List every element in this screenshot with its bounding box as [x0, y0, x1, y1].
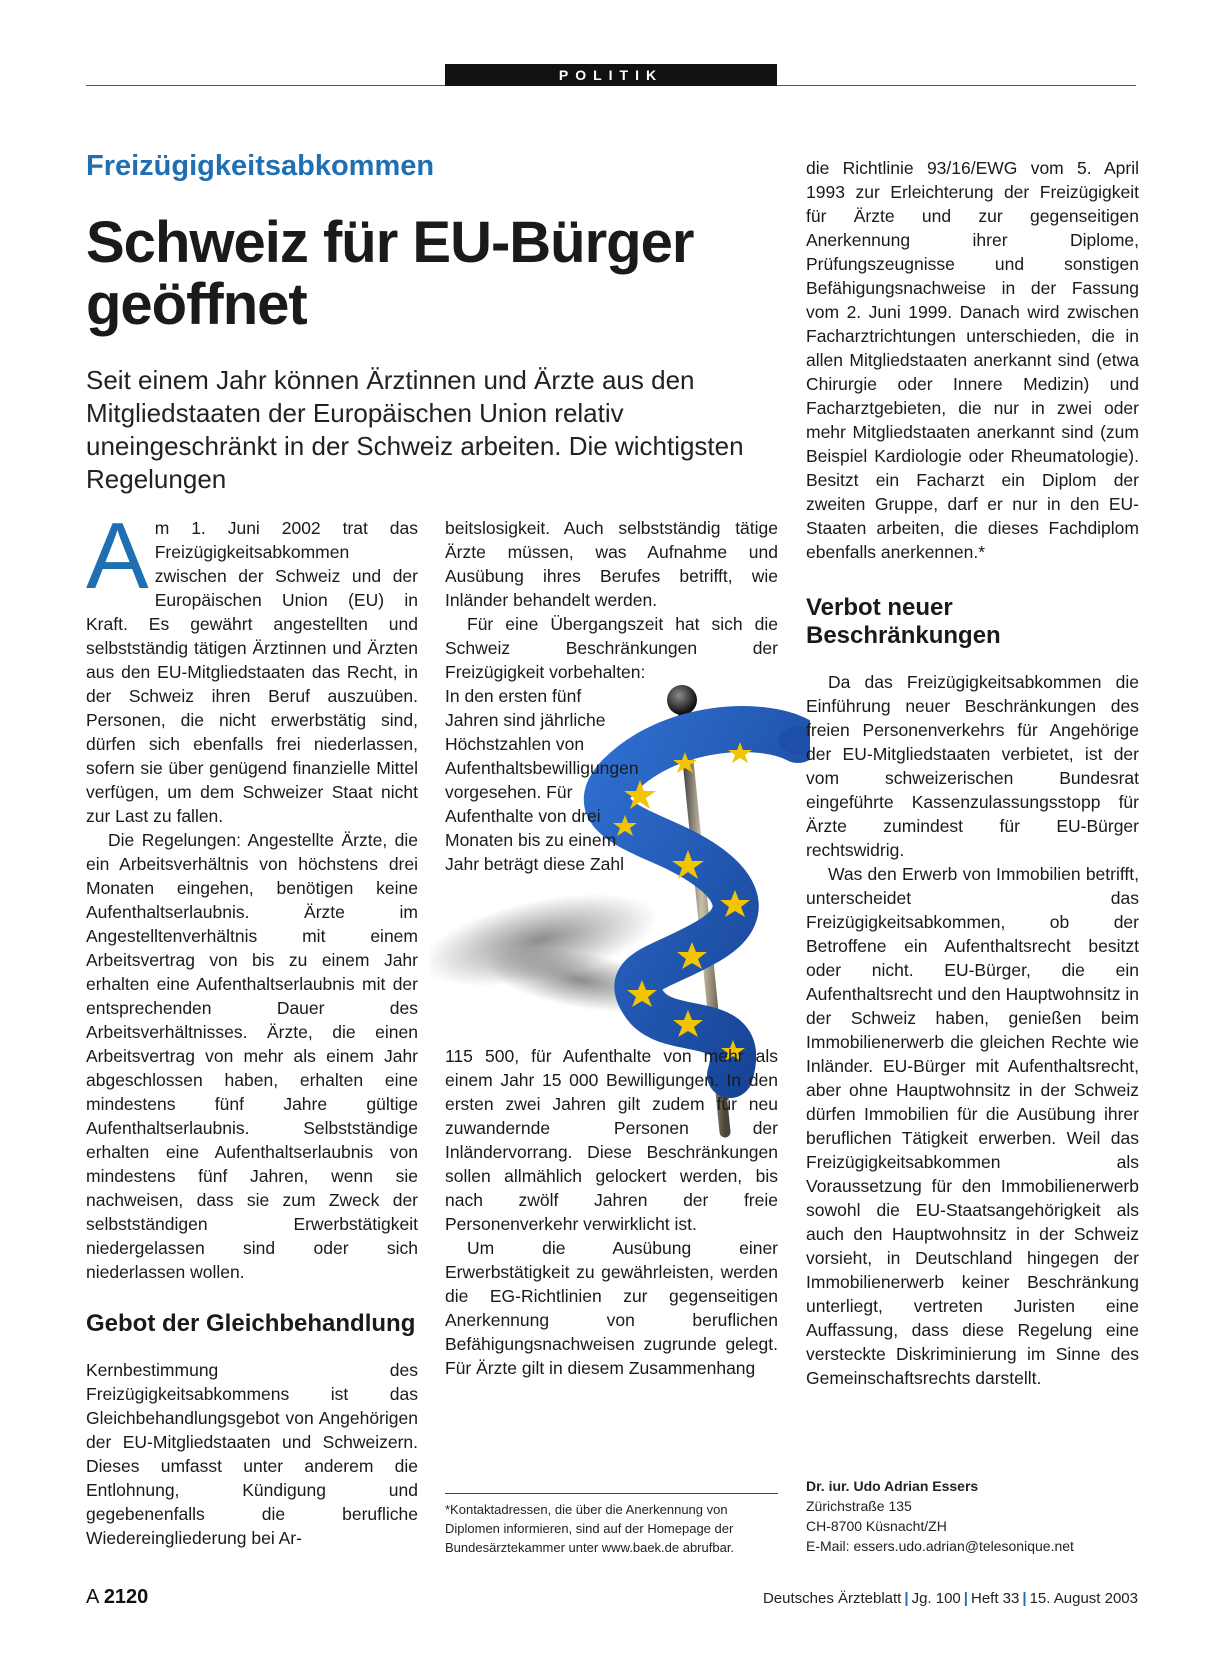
footnote: *Kontaktadressen, die über die Anerkennung von Diplomen informieren, sind auf der Homepage der Bundesärztekammer unter www.baek.de abrufbar. [445, 1502, 735, 1555]
author-street: Zürichstraße 135 [806, 1498, 912, 1514]
paragraph: In den ersten fünf Jahren sind jährliche Höchstzahlen von Aufenthaltsbewilligungen vorgesehen. Für Aufenthalte von drei Monaten bis zu einem Jahr beträgt diese Zahl [445, 686, 639, 874]
author-name: Dr. iur. Udo Adrian Essers [806, 1478, 979, 1494]
author-block [806, 1476, 1139, 1556]
paragraph: Was den Erwerb von Immobilien betrifft, unterscheidet das Freizügigkeitsabkommen, ob der Betroffene ein Aufenthaltsrecht besitzt oder nicht. EU-Bürger, die ein Aufenthaltsrecht und den Hauptwohnsitz in der Schweiz haben, genießen beim Immobilienerwerb die gleichen Rechte wie Inländer. EU-Bürger mit Aufenthaltsrecht, aber ohne Hauptwohnsitz in der Schweiz dürfen Immobilien für die Ausübung ihrer beruflichen Tätigkeit erwerben. Weil das Freizügigkeitsabkommen als Voraussetzung für den Immobilienerwerb sowohl die EU-Staatsangehörigkeit als auch den Hauptwohnsitz in der Schweiz vorsieht, in Deutschland hingegen der Immobilienerwerb keiner Beschränkung unterliegt, vertreten Juristen eine Auffassung, dass diese Regelung eine versteckte Diskriminierung im Sinne des Gemeinschaftsrechts darstellt. [806, 864, 1139, 1388]
page-number: A 2120 [86, 1586, 149, 1608]
column-2 [445, 516, 778, 1380]
drop-cap: A [86, 503, 149, 608]
journal-issue: Heft 33 [970, 1590, 1020, 1607]
journal-date: 15. August 2003 [1029, 1590, 1138, 1607]
paragraph: Die Regelungen: Angestellte Ärzte, die ein Arbeitsverhältnis von höchstens drei Monaten eingehen, benötigen keine Aufenthaltserlaubnis. Ärzte im Angestelltenverhältnis mit einem Arbeitsvertrag von bis zu einem Jahr erhalten eine Aufenthaltserlaubnis mit der entsprechenden Dauer des Arbeitsverhältnisses. Ärzte, die einen Arbeitsvertrag von mehr als einem Jahr abgeschlossen haben, erhalten eine mindestens fünf Jahre gültige Aufenthaltserlaubnis. Selbstständige erhalten eine Aufenthaltserlaubnis von mindestens fünf Jahren, wenn sie nachweisen, dass sie zum Zweck der selbstständigen Erwerbstätigkeit niedergelassen sind oder sich niederlassen wollen. [86, 830, 418, 1282]
paragraph: Am 1. Juni 2002 trat das Freizügigkeitsabkommen zwischen der Schweiz und der Europäischen Union (EU) in Kraft. Es gewährt angestellten und selbstständig tätigen Ärztinnen und Ärzten aus den EU-Mitgliedstaaten das Recht, in der Schweiz ihren Beruf auszuüben. Personen, die nicht erwerbstätig sind, dürfen sich ebenfalls frei niederlassen, sofern sie über genügend finanzielle Mittel verfügen, um dem Schweizer Staat nicht zur Last zu fallen. [86, 503, 418, 826]
footnote-rule [445, 1493, 778, 1494]
paragraph: die Richtlinie 93/16/EWG vom 5. April 1993 zur Erleichterung der Freizügigkeit für Ärzte und zur gegenseitigen Anerkennung ihrer Diplome, Prüfungszeugnisse und sonstigen Befähigungsnachweise in der Fassung vom 2. Juni 1999. Danach wird zwischen Facharztrichtungen unterschieden, die in allen Mitgliedstaaten anerkannt sind (etwa Chirurgie oder Innere Medizin) und Facharztgebieten, die nur in zwei oder mehr Mitgliedstaaten anerkannt sind (zum Beispiel Kardiologie oder Rheumatologie). Besitzt ein Facharzt ein Diplom der zweiten Gruppe, darf er nur in den EU-Staaten arbeiten, die dieses Fachdiplom ebenfalls anerkennen.* [806, 158, 1139, 562]
section-label: POLITIK [445, 64, 777, 86]
paragraph: Kernbestimmung des Freizügigkeitsabkommens ist das Gleichbehandlungsgebot von Angehörigen der EU-Mitgliedstaaten und Schweizern. Dieses umfasst unter anderem die Entlohnung, Kündigung und gegebenenfalls die berufliche Wiedereingliederung bei Ar- [86, 1360, 418, 1548]
author-city: CH-8700 Küsnacht/ZH [806, 1518, 947, 1534]
column-1 [86, 503, 418, 1550]
paragraph: beitslosigkeit. Auch selbstständig tätige Ärzte müssen, was Aufnahme und Ausübung ihres Berufes betrifft, wie Inländer behandelt werden. [445, 518, 778, 610]
article-headline: Schweiz für EU-Bürger geöffnet [86, 210, 694, 337]
paragraph: Da das Freizügigkeitsabkommen die Einführung neuer Beschränkungen des freien Personenverkehrs für Angehörige der EU-Mitgliedstaaten verbietet, ist der vom schweizerischen Bundesrat eingeführte Kassenzulassungsstopp für Ärzte zumindest für EU-Bürger rechtswidrig. [806, 672, 1139, 860]
paragraph: Für eine Übergangszeit hat sich die Schweiz Beschränkungen der Freizügigkeit vorbehalten: [445, 614, 778, 682]
subheading-verbot: Verbot neuer Beschränkungen [806, 594, 1001, 649]
journal-name: Deutsches Ärzteblatt [762, 1590, 902, 1607]
journal-volume: Jg. 100 [911, 1590, 961, 1607]
column-3 [806, 156, 1139, 1390]
article-kicker: Freizügigkeitsabkommen [86, 150, 435, 182]
article-lead: Seit einem Jahr können Ärztinnen und Ärzte aus den Mitgliedstaaten der Europäischen Union relativ uneingeschränkt in der Schweiz arbeiten. Die wichtigsten Regelungen [86, 365, 744, 494]
paragraph: Um die Ausübung einer Erwerbstätigkeit zu gewährleisten, werden die EG-Richtlinien zur gegenseitigen Anerkennung von beruflichen Befähigungsnachweisen zugrunde gelegt. Für Ärzte gilt in diesem Zusammenhang [445, 1238, 778, 1378]
paragraph: 115 500, für Aufenthalte von mehr als einem Jahr 15 000 Bewilligungen. In den ersten zwei Jahren gilt zudem für neu zuwandernde Personen der Inländervorrang. Diese Beschränkungen sollen allmählich gelockert werden, bis nach zwölf Jahren der freie Personenverkehr verwirklicht ist. [445, 1046, 778, 1234]
author-email: E-Mail: essers.udo.adrian@telesonique.net [806, 1538, 1074, 1554]
journal-footer: Deutsches Ärzteblatt | Jg. 100 | Heft 33 | 15. August 2003 [762, 1590, 1138, 1607]
subheading-gleichbehandlung: Gebot der Gleichbehandlung [86, 1310, 416, 1337]
